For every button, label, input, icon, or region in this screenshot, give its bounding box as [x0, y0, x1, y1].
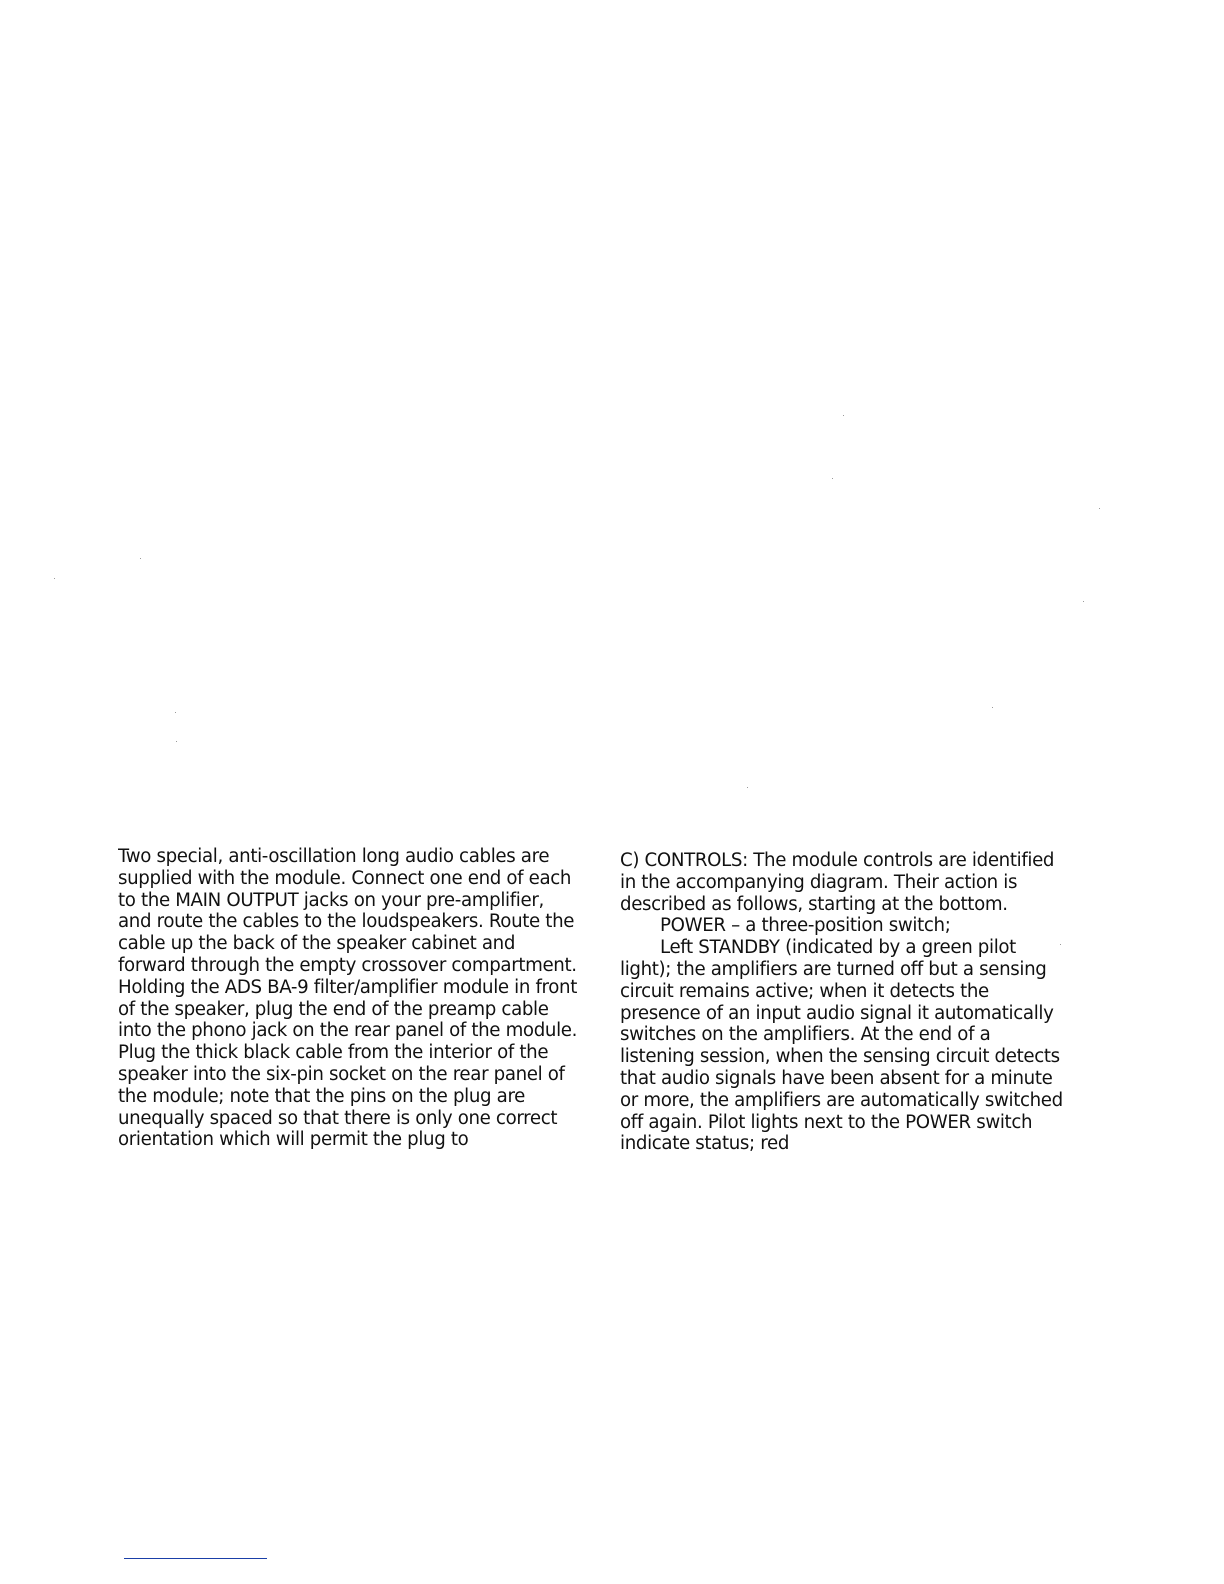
scan-speck: [1099, 508, 1100, 509]
scan-speck: [1083, 601, 1084, 602]
power-switch-line: POWER – a three-position switch;: [660, 915, 951, 937]
cable-installation-paragraph: Two special, anti-oscillation long audio cables are supplied with the module. Connect one end of each to the MAIN OUTPUT jacks on your pre-amplifier, and route the cables to the loudspeakers. Route the cable up the back of the speaker cabinet and forward through the empty crossover compartment. Holding the ADS BA-9 filter/amplifier module in front of the speaker, plug the end of the preamp cable into the phono jack on the rear panel of the module. Plug the thick black cable from the interior of the speaker into the six-pin socket on the rear panel of the module; note that the pins on the plug are unequally spaced so that there is only one correct orientation which will permit the plug to: [118, 846, 578, 1151]
scan-speck: [1060, 944, 1061, 945]
scan-speck: [54, 578, 55, 579]
scan-speck: [992, 707, 993, 708]
right-text-column: [620, 850, 1070, 1176]
scan-speck: [176, 741, 177, 742]
standby-paragraph: Left STANDBY (indicated by a green pilot light); the amplifiers are turned off but a sensing circuit remains active; when it detects the presence of an input audio signal it automatically switches on the amplifiers. At the end of a listening session, when the sensing circuit detects that audio signals have been absent for a minute or more, the amplifiers are automatically switched off again. Pilot lights next to the POWER switch indicate status; red: [620, 937, 1063, 1155]
footnote-rule: [124, 1558, 267, 1559]
scan-speck: [747, 787, 748, 788]
controls-heading-paragraph: C) CONTROLS: The module controls are identified in the accompanying diagram. Their action is described as follows, starting at the bottom.: [620, 850, 1055, 915]
scan-speck: [140, 558, 141, 559]
scan-speck: [832, 478, 833, 479]
scan-speck: [175, 712, 176, 713]
scan-speck: [843, 415, 844, 416]
left-text-column: [118, 846, 578, 1176]
